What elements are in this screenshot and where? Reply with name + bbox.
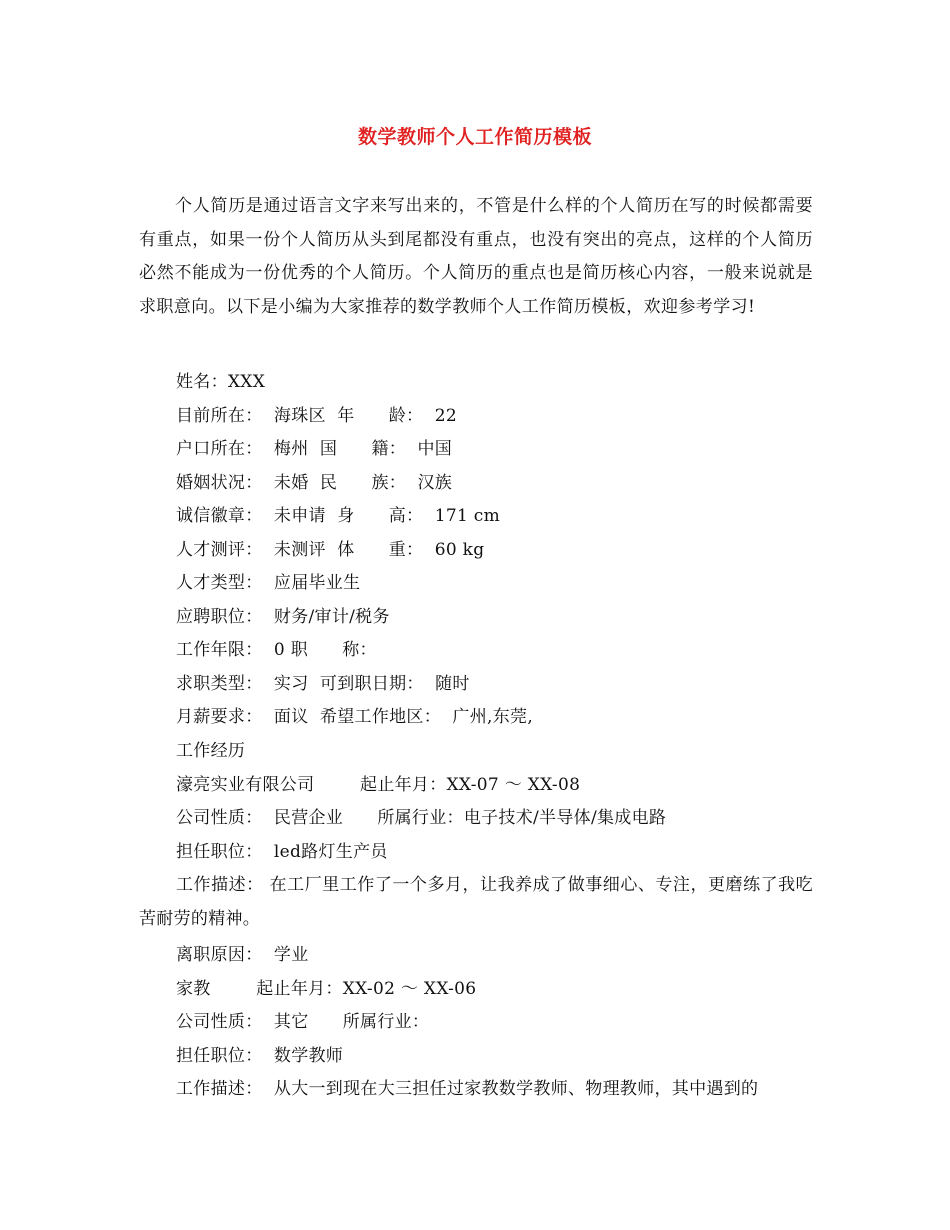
job1-description: 工作描述： 在工厂里工作了一个多月，让我养成了做事细心、专注，更磨练了我吃苦耐劳的精神。 — [139, 875, 813, 929]
document-title: 数学教师个人工作简历模板 — [357, 126, 592, 148]
resume-line-years-title: 工作年限： 0 职 称： — [176, 640, 377, 660]
resume-line-assessment-weight: 人才测评： 未测评 体 重： 60 kg — [176, 540, 485, 560]
job1-role: 担任职位： led路灯生产员 — [176, 842, 388, 862]
resume-line-hukou-nationality: 户口所在： 梅州 国 籍： 中国 — [176, 439, 453, 459]
job1-company-dates: 濠亮实业有限公司 起止年月：XX-07 ～ XX-08 — [176, 775, 581, 795]
resume-line-position: 应聘职位： 财务/审计/税务 — [176, 607, 390, 627]
job2-nature-industry: 公司性质： 其它 所属行业： — [176, 1012, 430, 1032]
job2-company-dates: 家教 起止年月：XX-02 ～ XX-06 — [176, 979, 477, 999]
job1-leave-reason: 离职原因： 学业 — [176, 945, 309, 965]
resume-line-marital-ethnicity: 婚姻状况： 未婚 民 族： 汉族 — [176, 473, 453, 493]
resume-line-job-type: 求职类型： 实习 可到职日期： 随时 — [176, 674, 470, 694]
intro-paragraph: 个人简历是通过语言文字来写出来的，不管是什么样的个人简历在写的时候都需要有重点，如果一份个人简历从头到尾都没有重点，也没有突出的亮点，这样的个人简历必然不能成为一份优秀的个人简历。个人简历的重点也是简历核心内容，一般来说就是求职意向。以下是小编为大家推荐的数学教师个人工作简历模板，欢迎参考学习! — [139, 196, 813, 317]
job2-role: 担任职位： 数学教师 — [176, 1046, 344, 1066]
resume-line-location-age: 目前所在： 海珠区 年 龄： 22 — [176, 406, 457, 426]
resume-line-badge-height: 诚信徽章： 未申请 身 高： 171 cm — [176, 506, 501, 526]
resume-line-salary-area: 月薪要求： 面议 希望工作地区： 广州,东莞, — [176, 707, 534, 727]
resume-line-name: 姓名：XXX — [176, 372, 266, 392]
resume-line-talent-type: 人才类型： 应届毕业生 — [176, 573, 361, 593]
job1-nature-industry: 公司性质： 民营企业 所属行业：电子技术/半导体/集成电路 — [176, 808, 667, 828]
job2-description: 工作描述： 从大一到现在大三担任过家教数学教师、物理教师，其中遇到的 — [176, 1079, 759, 1099]
section-heading-work-experience: 工作经历 — [176, 741, 246, 761]
